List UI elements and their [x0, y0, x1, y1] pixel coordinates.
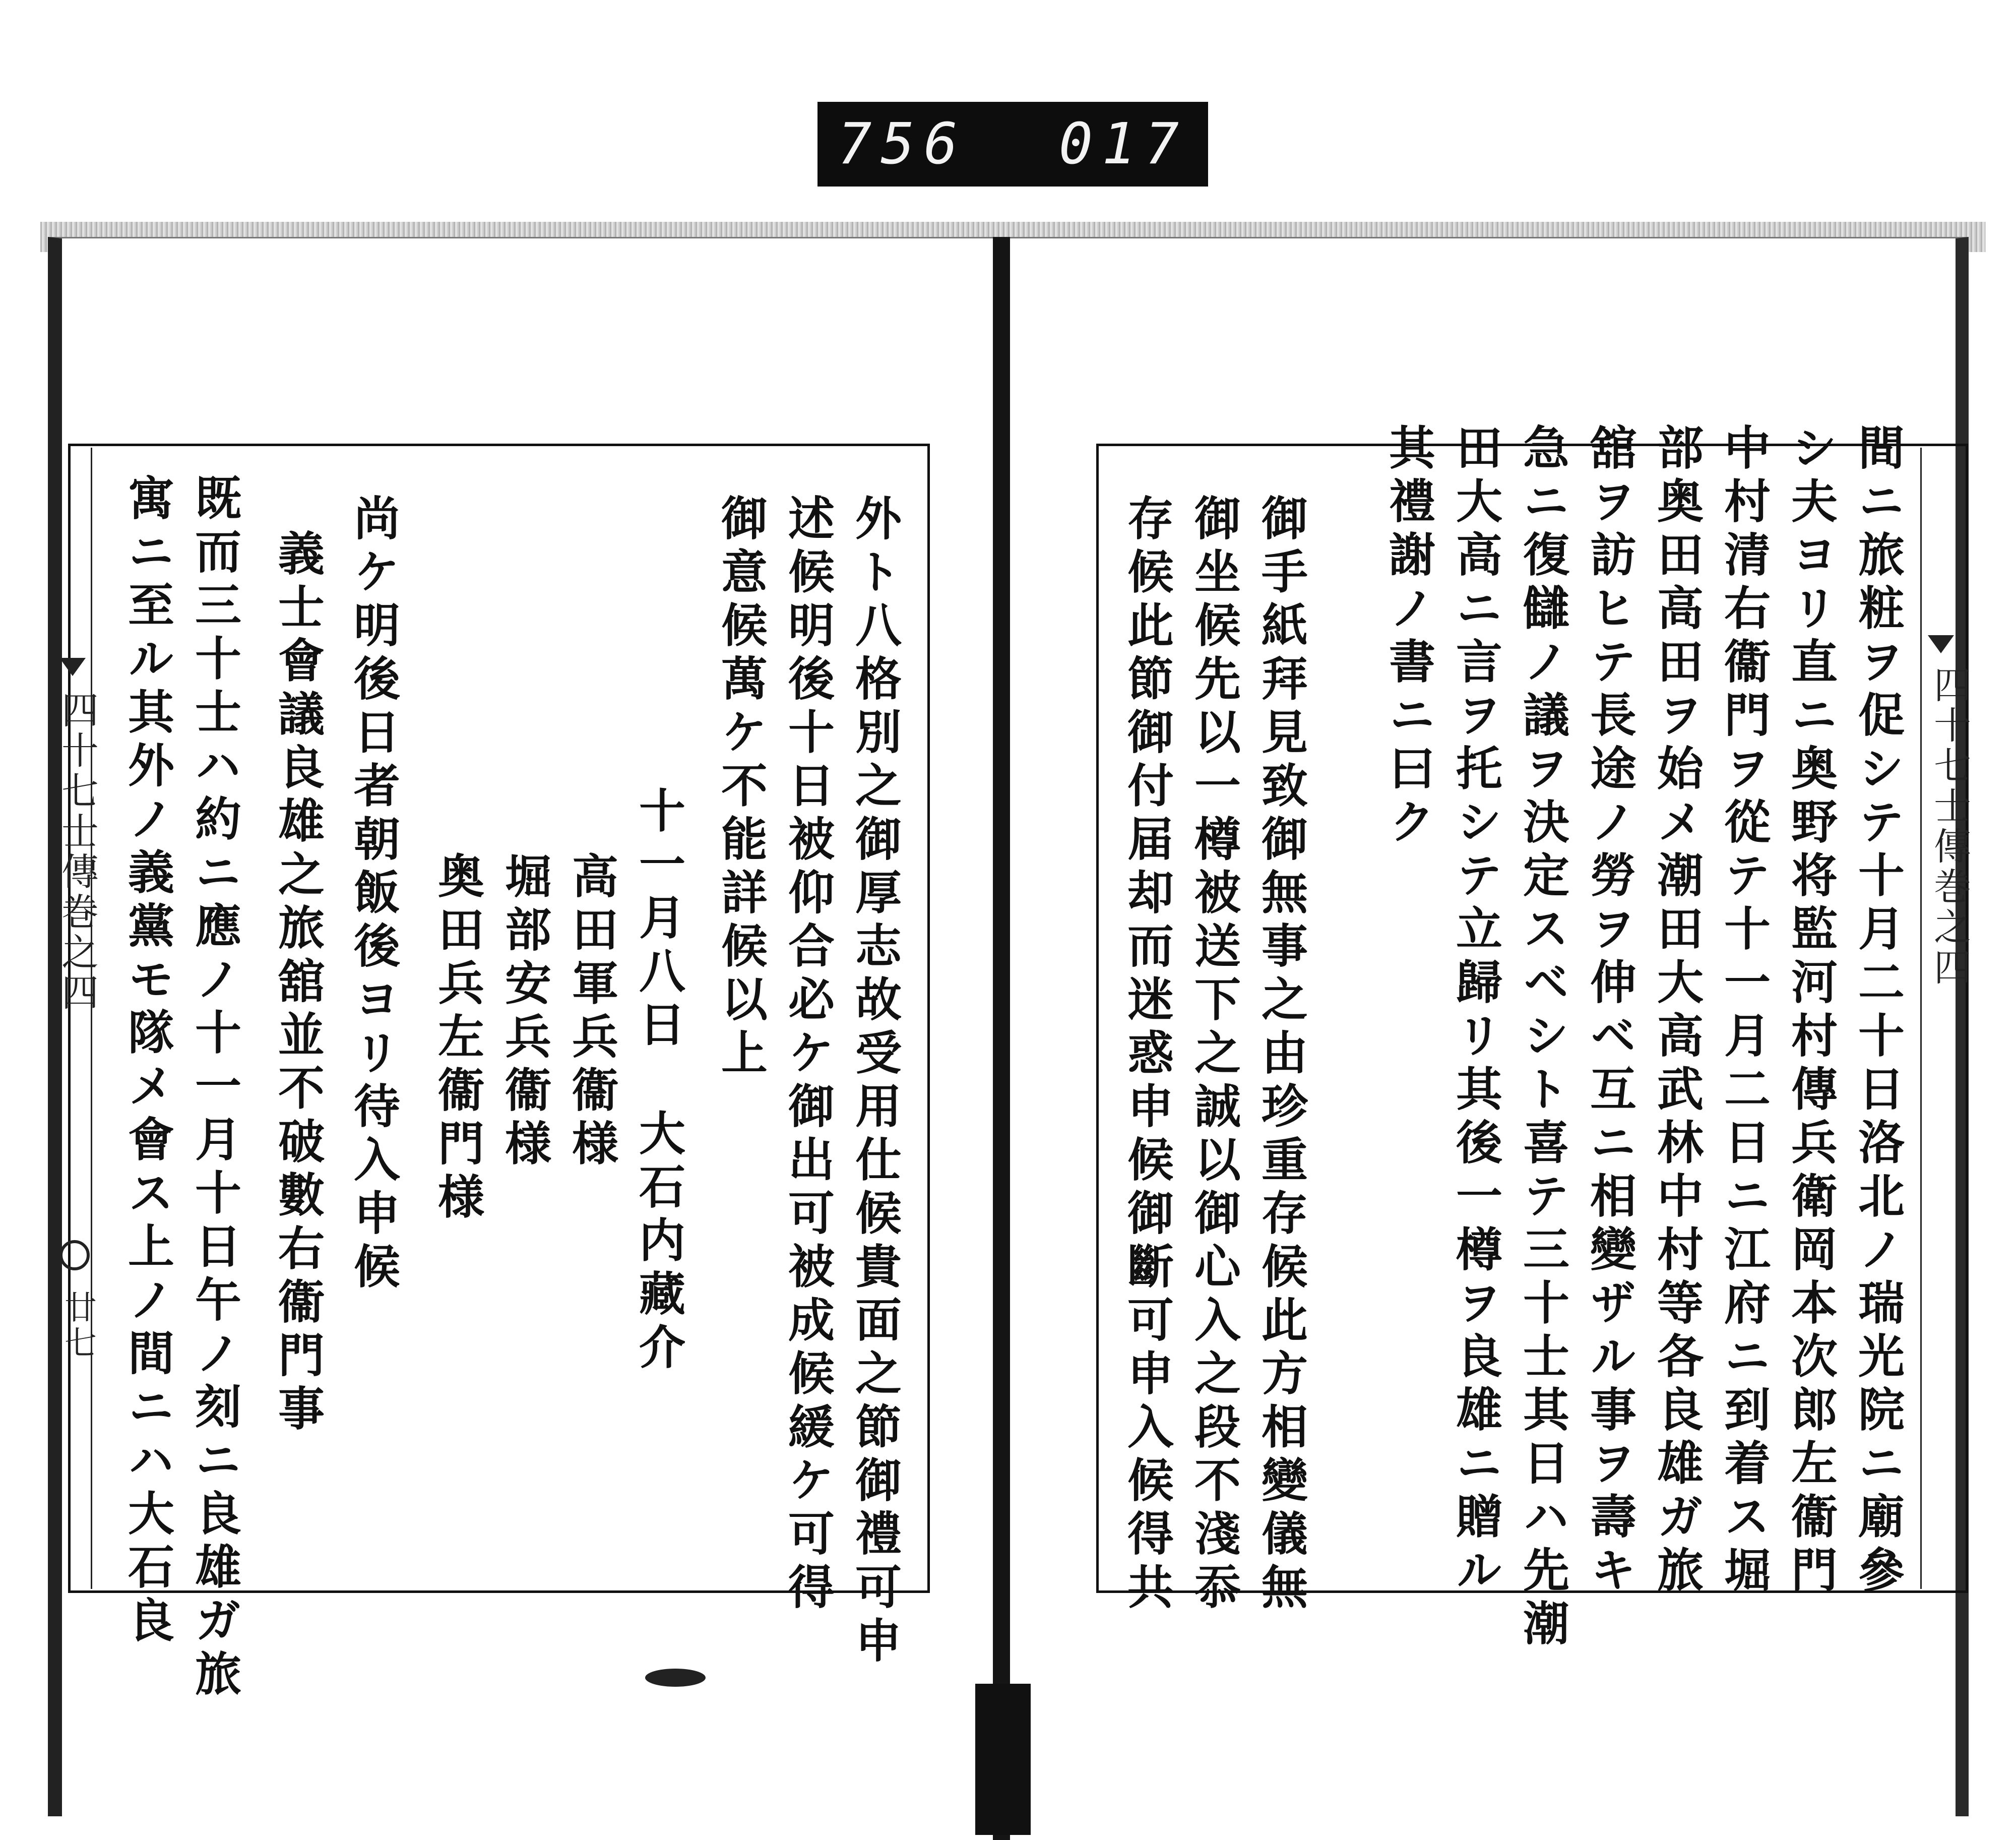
section-heading: 義士會議良雄之旅舘並不破數右衞門事	[271, 529, 325, 1438]
text-column: 御手紙拜見致御無事之由珍重存候此方相變儀無	[1254, 494, 1308, 1616]
gutter-shadow	[975, 1684, 1031, 1835]
label-number-left: 756	[838, 111, 967, 177]
addressee-line: 堀部安兵衞様	[497, 852, 552, 1173]
text-column: シ夫ヨリ直ニ奥野将監河村傳兵衛岡本次郎左衞門	[1784, 423, 1838, 1599]
text-column: 既而三十士ハ約ニ應ノ十一月十日午ノ刻ニ良雄ガ旅	[187, 474, 242, 1703]
text-column: 急ニ復讎ノ議ヲ決定スベシト喜テ三十士其日ハ先潮	[1516, 423, 1570, 1652]
book-gutter	[993, 237, 1010, 1840]
postscript-line: 尚ケ明後日者朝飯後ヨリ待入申候	[346, 494, 401, 1296]
label-number-right: 017	[1058, 111, 1188, 177]
text-column: 田大高ニ言ヲ托シテ立歸リ其後一樽ヲ良雄ニ贈ル	[1448, 423, 1503, 1599]
right-margin-title: 四十七士傳巻之四	[1928, 665, 1971, 988]
text-column: 外ト八格別之御厚志故受用仕候貴面之節御禮可申	[848, 494, 902, 1670]
text-column: 存候此節御付届却而迷惑申候御斷可申入候得共	[1120, 494, 1174, 1616]
signature-line: 大石内藏介	[632, 1109, 686, 1376]
addressee-line: 奥田兵左衞門様	[430, 852, 485, 1226]
text-column: 中村清右衞門ヲ從テ十一月二日ニ江府ニ到着ス堀	[1717, 423, 1771, 1599]
date-line: 十一月八日	[632, 786, 686, 1054]
right-margin-rule	[1920, 448, 1922, 1589]
text-column: 御坐候先以一樽被送下之誠以御心入之段不淺忝	[1187, 494, 1241, 1616]
addressee-line: 高田軍兵衞様	[564, 852, 619, 1173]
text-column: 御意候萬ケ不能詳候以上	[714, 494, 768, 1082]
text-column: 其禮謝ノ書ニ曰ク	[1381, 423, 1436, 851]
text-column: 間ニ旅粧ヲ促シテ十月二十日洛北ノ瑞光院ニ廟參	[1851, 423, 1905, 1599]
left-margin-title: 四十七士傳巻之四	[55, 691, 99, 1013]
text-column: 舘ヲ訪ヒテ長途ノ勞ヲ伸ベ互ニ相變ザル事ヲ壽キ	[1583, 423, 1637, 1599]
margin-notch-icon	[1928, 635, 1954, 653]
margin-circle-icon	[59, 1240, 90, 1270]
left-margin-rule	[91, 448, 92, 1589]
margin-notch-icon	[59, 658, 86, 676]
archive-label	[817, 102, 1208, 187]
text-column: 寓ニ至ル其外ノ義黨モ隊メ會ス上ノ間ニハ大石良	[120, 474, 175, 1649]
left-folio: 廿七	[59, 1291, 96, 1361]
text-column: 部奥田高田ヲ始メ潮田大高武林中村等各良雄ガ旅	[1650, 423, 1704, 1599]
text-column: 述候明後十日被仰合必ケ御出可被成候緩ケ可得	[781, 494, 835, 1616]
ink-smudge	[645, 1669, 706, 1687]
